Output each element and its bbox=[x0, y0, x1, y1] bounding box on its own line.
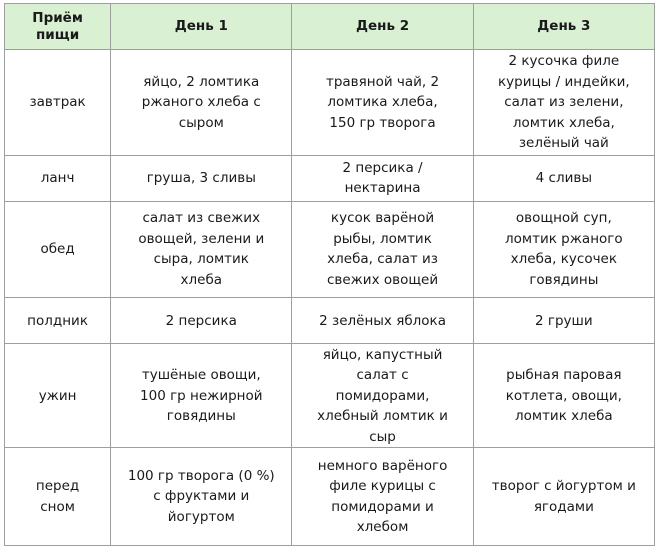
table-row bbox=[5, 155, 655, 201]
header-day-2: День 2 bbox=[292, 4, 473, 50]
meal-name: полдник bbox=[5, 298, 111, 344]
table-row bbox=[5, 448, 655, 546]
header-day-1: День 1 bbox=[111, 4, 292, 50]
table-row bbox=[5, 344, 655, 448]
table-row bbox=[5, 50, 655, 156]
day-3-cell: 2 груши bbox=[473, 298, 654, 344]
day-3-cell: рыбная паровая котлета, овощи, ломтик хлеба bbox=[473, 344, 654, 448]
meal-name: перед сном bbox=[5, 448, 111, 546]
day-1-cell: яйцо, 2 ломтика ржаного хлеба с сыром bbox=[111, 50, 292, 156]
day-3-cell: 2 кусочка филе курицы / индейки, салат из зелени, ломтик хлеба, зелёный чай bbox=[473, 50, 654, 156]
day-3-cell: творог с йогуртом и ягодами bbox=[473, 448, 654, 546]
day-1-cell: тушёные овощи, 100 гр нежирной говядины bbox=[111, 344, 292, 448]
day-2-cell: яйцо, капустный салат с помидорами, хлебный ломтик и сыр bbox=[292, 344, 473, 448]
day-1-cell: 2 персика bbox=[111, 298, 292, 344]
meal-name: ланч bbox=[5, 155, 111, 201]
day-2-cell: 2 персика / нектарина bbox=[292, 155, 473, 201]
day-3-cell: овощной суп, ломтик ржаного хлеба, кусочек говядины bbox=[473, 201, 654, 297]
table-row bbox=[5, 201, 655, 297]
day-2-cell: травяной чай, 2 ломтика хлеба, 150 гр творога bbox=[292, 50, 473, 156]
table-row bbox=[5, 298, 655, 344]
day-2-cell: немного варёного филе курицы с помидорами и хлебом bbox=[292, 448, 473, 546]
day-3-cell: 4 сливы bbox=[473, 155, 654, 201]
header-day-3: День 3 bbox=[473, 4, 654, 50]
day-1-cell: 100 гр творога (0 %) с фруктами и йогуртом bbox=[111, 448, 292, 546]
meal-plan-table bbox=[4, 3, 655, 546]
meal-name: обед bbox=[5, 201, 111, 297]
day-2-cell: кусок варёной рыбы, ломтик хлеба, салат из свежих овощей bbox=[292, 201, 473, 297]
header-row bbox=[5, 4, 655, 50]
meal-name: завтрак bbox=[5, 50, 111, 156]
day-2-cell: 2 зелёных яблока bbox=[292, 298, 473, 344]
day-1-cell: салат из свежих овощей, зелени и сыра, ломтик хлеба bbox=[111, 201, 292, 297]
header-meal: Приём пищи bbox=[5, 4, 111, 50]
meal-name: ужин bbox=[5, 344, 111, 448]
day-1-cell: груша, 3 сливы bbox=[111, 155, 292, 201]
